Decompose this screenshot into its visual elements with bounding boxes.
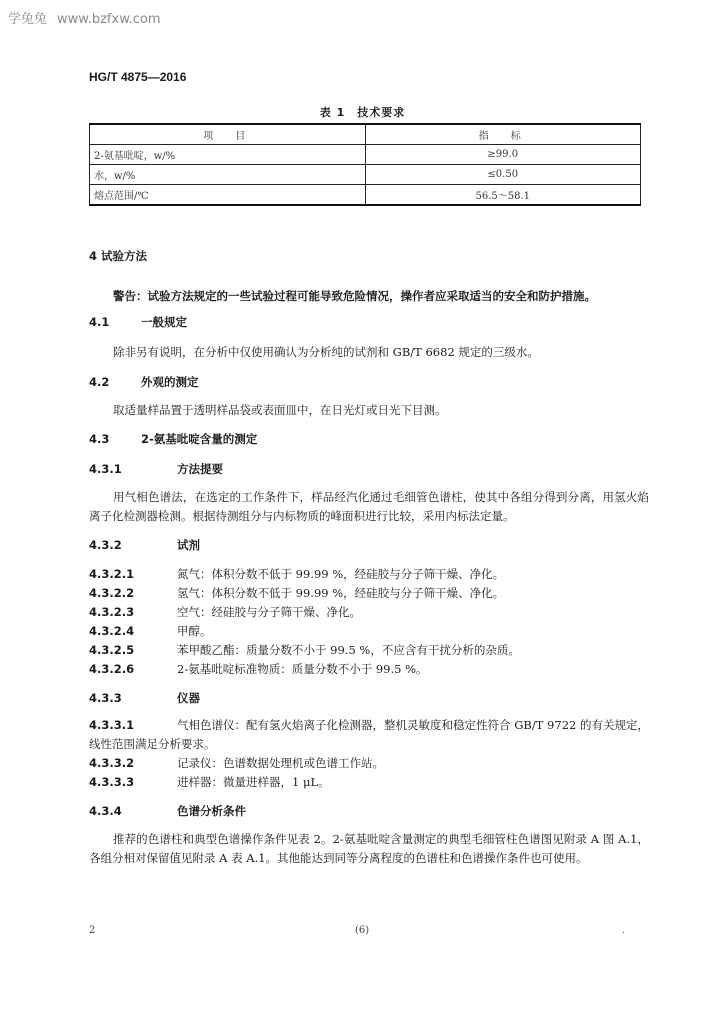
section-title: 一般规定	[141, 315, 187, 329]
section-4-3-1-text: 用气相色谱法，在选定的工作条件下，样品经汽化通过毛细管色谱柱，使其中各组分得到分离，用氢火焰离子化检测器检测。根据待测组分与内标物质的峰面积进行比较，采用内标法定量。	[89, 490, 649, 523]
reagent-item	[89, 623, 212, 639]
clause-text: 氢气：体积分数不低于 99.99 %，经硅胶与分子筛干燥、净化。	[177, 586, 505, 600]
reagent-item	[89, 604, 361, 620]
clause-number: 4.3.3.1	[89, 718, 135, 732]
instrument-item	[89, 716, 649, 754]
footer-center-mark: (6)	[355, 925, 370, 936]
section-4-3-4-heading	[89, 803, 246, 819]
clause-text: 甲醇。	[177, 624, 212, 638]
reagent-item	[89, 661, 428, 677]
table-row	[90, 165, 641, 185]
column-header-item: 项 目	[90, 124, 366, 145]
section-4-1-heading	[89, 314, 187, 330]
section-number: 4.3.3	[89, 691, 122, 705]
table-title: 表 1 技术要求	[319, 106, 406, 119]
watermark	[8, 8, 161, 27]
section-4-1-text: 除非另有说明，在分析中仅使用确认为分析纯的试剂和 GB/T 6682 规定的三级水。	[113, 345, 539, 359]
safety-warning: 警告：试验方法规定的一些试验过程可能导致危险情况，操作者应采取适当的安全和防护措施。	[113, 289, 596, 303]
clause-number: 4.3.2.1	[89, 567, 135, 581]
clause-text: 空气：经硅胶与分子筛干燥、净化。	[177, 605, 361, 619]
section-number: 4.3.4	[89, 804, 122, 818]
table-row	[90, 185, 641, 206]
section-title: 外观的测定	[141, 375, 199, 389]
section-4-3-4-text: 推荐的色谱柱和典型色谱操作条件见表 2。2-氨基吡啶含量测定的典型毛细管柱色谱图见附录 A 图 A.1，各组分相对保留值见附录 A 表 A.1。其他能达到同等分离程度的色谱柱和色谱操作条件也可使用。	[89, 832, 649, 865]
clause-number: 4.3.2.3	[89, 605, 135, 619]
clause-text: 气相色谱仪：配有氢火焰离子化检测器，整机灵敏度和稳定性符合 GB/T 9722 的有关规定，线性范围满足分析要求。	[89, 718, 649, 751]
table-cell-item: 水，w/%	[90, 165, 366, 185]
section-4-heading: 4 试验方法	[89, 249, 148, 263]
instrument-item	[89, 755, 384, 771]
table-cell-item: 2-氨基吡啶，w/%	[90, 145, 366, 165]
reagent-item	[89, 642, 520, 658]
section-4-3-3-heading	[89, 690, 200, 706]
clause-number: 4.3.2.4	[89, 624, 135, 638]
section-4-2-heading	[89, 374, 199, 390]
section-title: 2-氨基吡啶含量的测定	[141, 432, 258, 446]
watermark-url: www.bzfxw.com	[57, 12, 161, 27]
section-number: 4.1	[89, 315, 110, 329]
reagent-item	[89, 585, 504, 601]
section-title: 色谱分析条件	[177, 804, 246, 818]
reagent-item	[89, 566, 504, 582]
table-cell-value: ≥99.0	[365, 145, 641, 165]
page-number: 2	[89, 925, 96, 936]
section-4-3-1-heading	[89, 461, 223, 477]
section-number: 4.3.1	[89, 462, 122, 476]
clause-text: 记录仪：色谱数据处理机或色谱工作站。	[177, 756, 384, 770]
clause-text: 氮气：体积分数不低于 99.99 %，经硅胶与分子筛干燥、净化。	[177, 567, 505, 581]
watermark-brand: 学兔兔	[8, 12, 48, 27]
clause-number: 4.3.2.5	[89, 643, 135, 657]
table-cell-value: 56.5～58.1	[365, 185, 641, 206]
column-header-index: 指 标	[365, 124, 641, 145]
clause-text: 2-氨基吡啶标准物质：质量分数不小于 99.5 %。	[177, 662, 428, 676]
table-cell-item: 熔点范围/℃	[90, 185, 366, 206]
clause-number: 4.3.2.6	[89, 662, 135, 676]
technical-requirements-table	[89, 123, 641, 206]
section-number: 4.2	[89, 375, 110, 389]
section-title: 仪器	[177, 691, 200, 705]
clause-number: 4.3.3.2	[89, 756, 135, 770]
section-4-3-2-heading	[89, 537, 200, 553]
section-number: 4.3	[89, 432, 110, 446]
section-4-2-text: 取适量样品置于透明样品袋或表面皿中，在日光灯或日光下目测。	[113, 403, 447, 417]
section-number: 4.3.2	[89, 538, 122, 552]
section-4-3-heading	[89, 431, 257, 447]
clause-text: 苯甲酸乙酯：质量分数不小于 99.5 %，不应含有干扰分析的杂质。	[177, 643, 520, 657]
table-header-row	[90, 124, 641, 145]
clause-text: 进样器：微量进样器，1 μL。	[177, 775, 330, 789]
section-title: 试剂	[177, 538, 200, 552]
clause-number: 4.3.2.2	[89, 586, 135, 600]
standard-code: HG/T 4875—2016	[89, 70, 187, 84]
instrument-item	[89, 774, 330, 790]
clause-number: 4.3.3.3	[89, 775, 135, 789]
table-row	[90, 145, 641, 165]
section-title: 方法提要	[177, 462, 223, 476]
table-cell-value: ≤0.50	[365, 165, 641, 185]
footer-right-mark: .	[622, 925, 626, 936]
